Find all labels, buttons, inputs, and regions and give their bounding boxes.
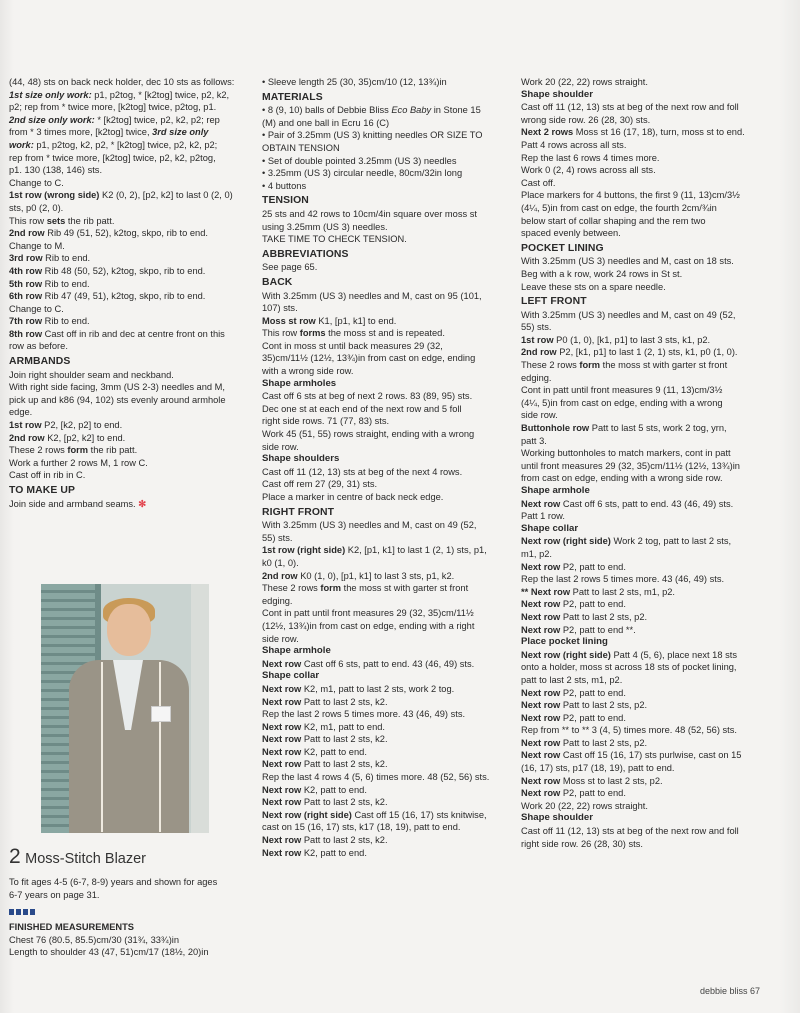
text-line: Cont in patt until front measures 9 (11, 13)cm/3½ — [521, 385, 723, 396]
text-line: 6-7 years on page 31. — [9, 889, 100, 900]
text-line: work: p1, p2tog, k2, p2, * [k2tog] twice, p2, k2, p2; — [9, 139, 218, 150]
subheading-shape-armhole: Shape armhole — [262, 645, 331, 657]
text-line: Work a further 2 rows M, 1 row C. — [9, 457, 148, 468]
text-line: Next row Patt to last 2 sts, k2. — [262, 734, 388, 745]
text-line: Work 0 (2, 4) rows across all sts. — [521, 165, 656, 176]
text-line: Next 2 rows Moss st 16 (17, 18), turn, moss st to end. — [521, 127, 745, 138]
text-line: (44, 48) sts on back neck holder, dec 10 sts as follows: — [9, 77, 235, 87]
text-line: 55) sts. — [521, 322, 552, 333]
text-line: Next row K2, m1, patt to end. — [262, 721, 385, 732]
text-line: These 2 rows form the rib patt. — [9, 445, 138, 456]
text-line: • 4 buttons — [262, 180, 307, 191]
text-line: Next row Patt to last 2 sts, p2. — [521, 737, 648, 748]
text-line: pick up and k86 (94, 102) sts evenly around armhole — [9, 394, 226, 405]
text-line: (4¼, 5)in from cast on edge, the fourth 2cm/¾in — [521, 202, 717, 213]
subheading-shape-shoulders: Shape shoulders — [262, 453, 340, 465]
text-line: Next row Patt to last 2 sts, k2. — [262, 835, 388, 846]
text-line: Work 20 (22, 22) rows straight. — [521, 800, 648, 811]
subheading-shape-collar: Shape collar — [262, 670, 320, 682]
text-line: Chest 76 (80.5, 85.5)cm/30 (31¾, 33¾)in — [9, 934, 180, 945]
text-line: With 3.25mm (US 3) needles and M, cast on 95 (101, — [262, 290, 482, 301]
heading-make-up: TO MAKE UP — [9, 485, 76, 496]
text-line: ** Next row Patt to last 2 sts, m1, p2. — [521, 586, 675, 597]
text-line: 1st row P2, [k2, p2] to end. — [9, 420, 123, 431]
text-line: Next row Cast off 15 (16, 17) sts purlwise, cast on 15 — [521, 750, 742, 761]
text-line: Rep the last 2 rows 5 times more. 43 (46, 49) sts. — [262, 709, 466, 720]
heading-left-front: LEFT FRONT — [521, 296, 587, 308]
text-line: Next row (right side) Cast off 15 (16, 17) sts knitwise, — [262, 809, 487, 820]
text-line: Cast off 6 sts at beg of next 2 rows. 83 (89, 95) sts. — [262, 391, 473, 402]
heading-tension: TENSION — [262, 195, 309, 207]
text-line: This row sets the rib patt. — [9, 215, 115, 226]
text-line: 2nd row P2, [k1, p1] to last 1 (2, 1) sts, k1, p0 (1, 0). — [521, 347, 738, 358]
text-line: Working buttonholes to match markers, cont in patt — [521, 448, 731, 459]
text-line: Patt 4 rows across all sts. — [521, 139, 627, 150]
text-line: rep from * twice more, [k2tog] twice, p2, k2, p2tog, — [9, 152, 216, 163]
text-line: 2nd size only work: * [k2tog] twice, p2, k2, p2; rep — [9, 114, 220, 125]
subheading-shape-armholes: Shape armholes — [262, 377, 337, 389]
text-line: Place markers for 4 buttons, the first 9 (11, 13)cm/3½ — [521, 190, 740, 201]
text-line: edging. — [262, 595, 293, 606]
text-line: Next row K2, patt to end. — [262, 746, 367, 757]
text-line: Next row K2, patt to end. — [262, 847, 367, 858]
text-line: (12½, 13¾)in from cast on edge, ending with a right — [262, 620, 475, 631]
text-line: edge. — [9, 407, 33, 418]
footer-brand: debbie bliss — [700, 986, 748, 996]
column-middle — [262, 76, 510, 859]
text-line: Change to C. — [9, 177, 64, 188]
text-line: Rep the last 6 rows 4 times more. — [521, 152, 660, 163]
text-line: With 3.25mm (US 3) needles and M, cast on 49 (52, — [262, 520, 477, 531]
text-line: 1st row P0 (1, 0), [k1, p1] to last 3 sts, k1, p2. — [521, 334, 711, 345]
text-line: k0 (1, 0). — [262, 557, 299, 568]
text-line: below start of collar shaping and the rem two — [521, 215, 706, 226]
text-line: wrong side row. 26 (28, 30) sts. — [521, 114, 651, 125]
text-line: (16, 17) sts, p17 (18, 19), patt to end. — [521, 763, 675, 774]
text-line: Change to M. — [9, 240, 65, 251]
text-line: Cast off. — [521, 177, 556, 188]
text-line: Moss st row K1, [p1, k1] to end. — [262, 315, 397, 326]
text-line: Next row (right side) Work 2 tog, patt to last 2 sts, — [521, 536, 732, 547]
subheading-shape-shoulder: Shape shoulder — [521, 812, 593, 824]
subheading-shape-armhole: Shape armhole — [521, 485, 590, 496]
text-line: Next row Patt to last 2 sts, k2. — [262, 797, 388, 808]
text-line: p1. 130 (138, 146) sts. — [9, 165, 103, 176]
text-line: until front measures 29 (32, 35)cm/11½ (12½, 13¾)in — [521, 460, 740, 471]
text-line: Next row Moss st to last 2 sts, p2. — [521, 775, 663, 786]
text-line: cast on 15 (16, 17) sts, k17 (18, 19), patt to end. — [262, 822, 461, 833]
text-line: 107) sts. — [262, 303, 298, 314]
text-line: p2; rep from * twice more, [k2tog] twice, p2tog, p1. — [9, 102, 217, 113]
star-icon: ✻ — [138, 498, 147, 509]
page-number: 67 — [750, 986, 761, 996]
text-line: Cast off 11 (12, 13) sts at beg of the next row and foll — [521, 826, 739, 837]
text-line: Buttonhole row Patt to last 5 sts, work 2 tog, yrn, — [521, 423, 727, 434]
text-line: Cont in patt until front measures 29 (32, 35)cm/11½ — [262, 608, 474, 619]
text-line: sts, p0 (2, 0). — [9, 202, 64, 213]
pattern-title: Moss-Stitch Blazer — [25, 851, 147, 867]
text-line: Next row P2, patt to end. — [521, 561, 626, 572]
text-line: from * 3 times more, [k2tog] twice, 3rd size only — [9, 127, 209, 138]
text-line: from cast on edge, ending with a wrong side row. — [521, 473, 723, 484]
text-line: right side rows. 71 (77, 83) sts. — [262, 416, 390, 427]
text-line: Work 20 (22, 22) rows straight. — [521, 77, 648, 87]
subheading-shape-collar: Shape collar — [521, 522, 579, 534]
text-line: 8th row Cast off in rib and dec at centre front on this — [9, 328, 225, 339]
text-line: 5th row Rib to end. — [9, 278, 90, 289]
text-line: (M) and one ball in Ecru 16 (C) — [262, 117, 390, 128]
heading-right-front: RIGHT FRONT — [262, 506, 335, 518]
heading-back: BACK — [262, 276, 293, 288]
text-line: Next row P2, patt to end. — [521, 712, 626, 723]
text-line: 1st row (wrong side) K2 (0, 2), [p2, k2] to last 0 (2, 0) — [9, 190, 233, 201]
text-line: Leave these sts on a spare needle. — [521, 281, 666, 292]
text-line: Length to shoulder 43 (47, 51)cm/17 (18½, 20)in — [9, 947, 209, 958]
text-line: Next row Cast off 6 sts, patt to end. 43 (46, 49) sts. — [521, 498, 734, 509]
text-line: Place a marker in centre of back neck edge. — [262, 492, 444, 502]
text-line: Cont in moss st until back measures 29 (32, — [262, 340, 443, 351]
text-line: 35)cm/11½ (12½, 13¾)in from cast on edge, ending — [262, 353, 476, 364]
text-line: • Pair of 3.25mm (US 3) knitting needles OR SIZE TO — [262, 130, 483, 141]
text-line: Next row Patt to last 2 sts, k2. — [262, 696, 388, 707]
text-line: Rep from ** to ** 3 (4, 5) times more. 48 (52, 56) sts. — [521, 725, 737, 736]
page-footer — [700, 986, 760, 996]
text-line: With right side facing, 3mm (US 2-3) needles and M, — [9, 382, 225, 393]
text-line: Cast off 11 (12, 13) sts at beg of the next 4 rows. — [262, 466, 463, 477]
text-line: 2nd row K0 (1, 0), [p1, k1] to last 3 sts, p1, k2. — [262, 570, 455, 581]
text-line: Next row P2, patt to end. — [521, 788, 626, 799]
text-line: See page 65. — [262, 262, 318, 273]
text-line: Patt 1 row. — [521, 511, 565, 522]
text-line: patt to last 2 sts, m1, p2. — [521, 674, 623, 685]
text-line: 1st row (right side) K2, [p1, k1] to last 1 (2, 1) sts, p1, — [262, 545, 487, 556]
heading-materials: MATERIALS — [262, 91, 323, 103]
text-line: These 2 rows form the moss st with garter st front — [521, 360, 728, 371]
text-line: Rep the last 2 rows 5 times more. 43 (46, 49) sts. — [521, 574, 725, 585]
text-line: 25 sts and 42 rows to 10cm/4in square over moss st — [262, 208, 477, 219]
text-line: using 3.25mm (US 3) needles. — [262, 221, 388, 232]
needle-rating-icon — [9, 909, 37, 915]
text-line: side row. — [521, 410, 558, 421]
text-line: 2nd row K2, [p2, k2] to end. — [9, 432, 126, 443]
text-line: Next row Patt to last 2 sts, p2. — [521, 611, 648, 622]
text-line: Next row K2, patt to end. — [262, 784, 367, 795]
text-line: Next row P2, patt to end. — [521, 599, 626, 610]
text-line: Cast off in rib in C. — [9, 470, 86, 481]
text-line: m1, p2. — [521, 548, 553, 559]
text-line: Next row Patt to last 2 sts, k2. — [262, 759, 388, 770]
text-line: side row. — [262, 633, 299, 644]
text-line: • 8 (9, 10) balls of Debbie Bliss Eco Baby in Stone 15 — [262, 105, 481, 116]
text-line: Dec one st at each end of the next row and 5 foll — [262, 403, 462, 414]
heading-pocket-lining: POCKET LINING — [521, 242, 604, 254]
text-line: (4¼, 5)in from cast on edge, ending with a wrong — [521, 397, 723, 408]
pattern-number: 2 — [9, 845, 21, 868]
text-line: With 3.25mm (US 3) needles and M, cast on 18 sts. — [521, 256, 734, 267]
text-line: 3rd row Rib to end. — [9, 253, 91, 264]
blazer-photo — [41, 584, 209, 833]
text-line: spaced evenly between. — [521, 228, 621, 239]
text-line: side row. — [262, 441, 299, 452]
heading-finished-measurements: FINISHED MEASUREMENTS — [9, 922, 134, 933]
text-line: • Sleeve length 25 (30, 35)cm/10 (12, 13¾)in — [262, 77, 447, 87]
text-line: 55) sts. — [262, 532, 293, 543]
text-line: onto a holder, moss st across 18 sts of pocket lining, — [521, 662, 737, 673]
text-line: Next row Patt to last 2 sts, p2. — [521, 700, 648, 711]
subheading-shape-shoulder: Shape shoulder — [521, 88, 593, 100]
text-line: This row forms the moss st and is repeated. — [262, 328, 445, 339]
text-line: Work 45 (51, 55) rows straight, ending with a wrong — [262, 429, 475, 440]
text-line: row as before. — [9, 341, 68, 352]
text-line: TAKE TIME TO CHECK TENSION. — [262, 234, 407, 245]
text-line: Join side and armband seams. ✻ — [9, 498, 147, 509]
text-line: with a wrong side row. — [262, 366, 354, 377]
column-right — [521, 76, 771, 850]
text-line: Cast off rem 27 (29, 31) sts. — [262, 479, 378, 490]
text-line: edging. — [521, 372, 552, 383]
text-line: patt 3. — [521, 435, 547, 446]
text-line: With 3.25mm (US 3) needles and M, cast on 49 (52, — [521, 309, 736, 320]
column-left — [9, 76, 249, 510]
subheading-place-pocket-lining: Place pocket lining — [521, 636, 608, 648]
text-line: To fit ages 4-5 (6-7, 8-9) years and shown for ages — [9, 877, 218, 887]
pattern-title-block — [9, 846, 249, 959]
text-line: Join right shoulder seam and neckband. — [9, 369, 174, 380]
text-line: Rep the last 4 rows 4 (5, 6) times more. 48 (52, 56) sts. — [262, 772, 490, 783]
text-line: Next row K2, m1, patt to last 2 sts, work 2 tog. — [262, 683, 455, 694]
text-line: right side row. 26 (28, 30) sts. — [521, 838, 643, 849]
text-line: 6th row Rib 47 (49, 51), k2tog, skpo, rib to end. — [9, 291, 206, 302]
text-line: Beg with a k row, work 24 rows in St st. — [521, 268, 683, 279]
text-line: Next row P2, patt to end. — [521, 687, 626, 698]
text-line: Cast off 11 (12, 13) sts at beg of the next row and foll — [521, 102, 739, 113]
text-line: Next row (right side) Patt 4 (5, 6), place next 18 sts — [521, 649, 737, 660]
heading-abbreviations: ABBREVIATIONS — [262, 248, 349, 260]
text-line: 1st size only work: p1, p2tog, * [k2tog] twice, p2, k2, — [9, 89, 230, 100]
text-line: These 2 rows form the moss st with garter st front — [262, 583, 469, 594]
text-line: OBTAIN TENSION — [262, 142, 340, 153]
text-line: • Set of double pointed 3.25mm (US 3) needles — [262, 155, 457, 166]
text-line: 2nd row Rib 49 (51, 52), k2tog, skpo, rib to end. — [9, 228, 208, 239]
text-line: 4th row Rib 48 (50, 52), k2tog, skpo, rib to end. — [9, 265, 206, 276]
text-line: Next row P2, patt to end **. — [521, 624, 636, 635]
text-line: Change to C. — [9, 303, 64, 314]
text-line: 7th row Rib to end. — [9, 316, 90, 327]
text-line: Next row Cast off 6 sts, patt to end. 43 (46, 49) sts. — [262, 658, 475, 669]
text-line: • 3.25mm (US 3) circular needle, 80cm/32in long — [262, 168, 463, 179]
heading-armbands: ARMBANDS — [9, 356, 71, 368]
